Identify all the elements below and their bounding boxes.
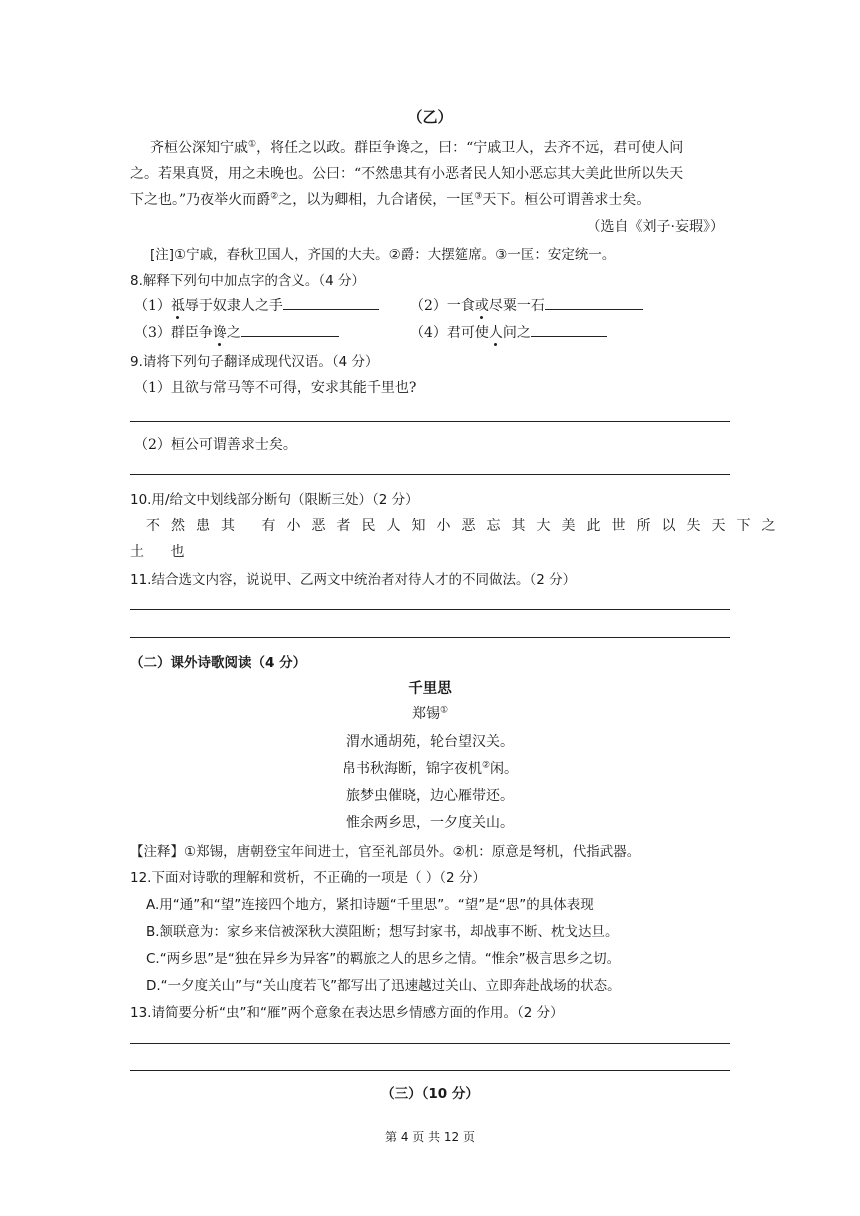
q9-sentence-1: （1）且欲与常马等不可得，安求其能千里也? — [134, 380, 417, 396]
poem-note: 【注释】①郑锡，唐朝登宝年间进士，官至礼部员外。②机：原意是弩机，代指武器。 — [130, 844, 641, 860]
q8-item-4: （4）君可使人问之 — [410, 322, 607, 342]
page-footer: 第 4 页 共 12 页 — [385, 1130, 475, 1144]
q9-title: 9.请将下列句子翻译成现代汉语。（4 分） — [130, 354, 379, 370]
passage-line-1: 齐桓公深知宁戚①，将任之以政。群臣争谗之，曰：“宁戚卫人，去齐不远，君可使人问 — [150, 139, 684, 156]
q8-answer-blank-4[interactable] — [531, 322, 607, 337]
q12-option-a[interactable]: A.用“通”和“望”连接四个地方，紧扣诗题“千里思”。“望”是“思”的具体表现 — [146, 897, 594, 913]
q8-answer-blank-2[interactable] — [545, 295, 643, 310]
q11-title: 11.结合选文内容，说说甲、乙两文中统治者对待人才的不同做法。（2 分） — [130, 572, 577, 588]
q13-answer-line-2[interactable] — [130, 1070, 730, 1071]
q9-answer-line-1[interactable] — [130, 421, 730, 422]
q11-answer-line-2[interactable] — [130, 637, 730, 638]
passage-line-3: 下之也。”乃夜举火而爵②之，以为卿相，九合诸侯，一匡③天下。桓公可谓善求士矣。 — [130, 191, 651, 208]
q10-title: 10.用/给文中划线部分断句（限断三处）（2 分） — [130, 492, 419, 508]
poem-line-4: 惟余两乡思，一夕度关山。 — [346, 815, 514, 831]
q12-option-d[interactable]: D.“一夕度关山”与“关山度若飞”都写出了迅速越过关山、立即奔赴战场的状态。 — [146, 978, 621, 994]
poem-line-1: 渭水通胡苑，轮台望汉关。 — [346, 734, 514, 750]
q9-sentence-2: （2）桓公可谓善求士矣。 — [134, 437, 297, 453]
q8-item-1: （1）祗辱于奴隶人之手 — [134, 295, 379, 315]
poem-line-3: 旅梦虫催晓，边心雁带还。 — [346, 788, 514, 804]
section-title: （乙） — [407, 108, 453, 126]
q8-item-3: （3）群臣争谗之 — [134, 322, 339, 342]
passage-line-2: 之。若果真贤，用之未晚也。公曰：“不然患其有小恶者民人知小恶忘其大美此世所以失天 — [130, 166, 684, 182]
poem-author: 郑锡① — [411, 705, 449, 722]
q13-answer-line-1[interactable] — [130, 1043, 730, 1044]
q8-title: 8.解释下列句中加点字的含义。（4 分） — [130, 273, 366, 289]
passage-notes: [注]①宁戚，春秋卫国人，齐国的大夫。②爵：大摆筵席。③一匡：安定统一。 — [150, 247, 616, 263]
q12-option-b[interactable]: B.颔联意为：家乡来信被深秋大漠阻断；想写封家书，却战事不断、枕戈达旦。 — [146, 924, 619, 940]
q8-answer-blank-3[interactable] — [241, 322, 339, 337]
q12-option-c[interactable]: C.“两乡思”是“独在异乡为异客”的羁旅之人的思乡之情。“惟余”极言思乡之切。 — [146, 951, 621, 967]
q11-answer-line-1[interactable] — [130, 609, 730, 610]
poem-line-2: 帛书秋海断，锦字夜机②闲。 — [341, 760, 519, 777]
part3-title: （三）（10 分） — [381, 1086, 479, 1102]
q12-title: 12.下面对诗歌的理解和赏析，不正确的一项是（ ）（2 分） — [130, 870, 486, 886]
q13-title: 13.请简要分析“虫”和“雁”两个意象在表达思乡情感方面的作用。（2 分） — [130, 1005, 564, 1021]
q9-answer-line-2[interactable] — [130, 474, 730, 475]
q10-text-line-2: 土 也 — [130, 544, 196, 560]
q10-text-line-1: 不然患其 有小恶者民人知小恶忘其大美此世所以失天下之 — [146, 518, 787, 534]
q8-answer-blank-1[interactable] — [283, 295, 379, 310]
poem-title: 千里思 — [408, 681, 452, 697]
passage-source: （选自《刘子·妄瑕》） — [586, 219, 724, 235]
part2-title: （二）课外诗歌阅读（4 分） — [130, 655, 307, 671]
q8-item-2: （2）一食或尽粟一石 — [410, 295, 643, 315]
